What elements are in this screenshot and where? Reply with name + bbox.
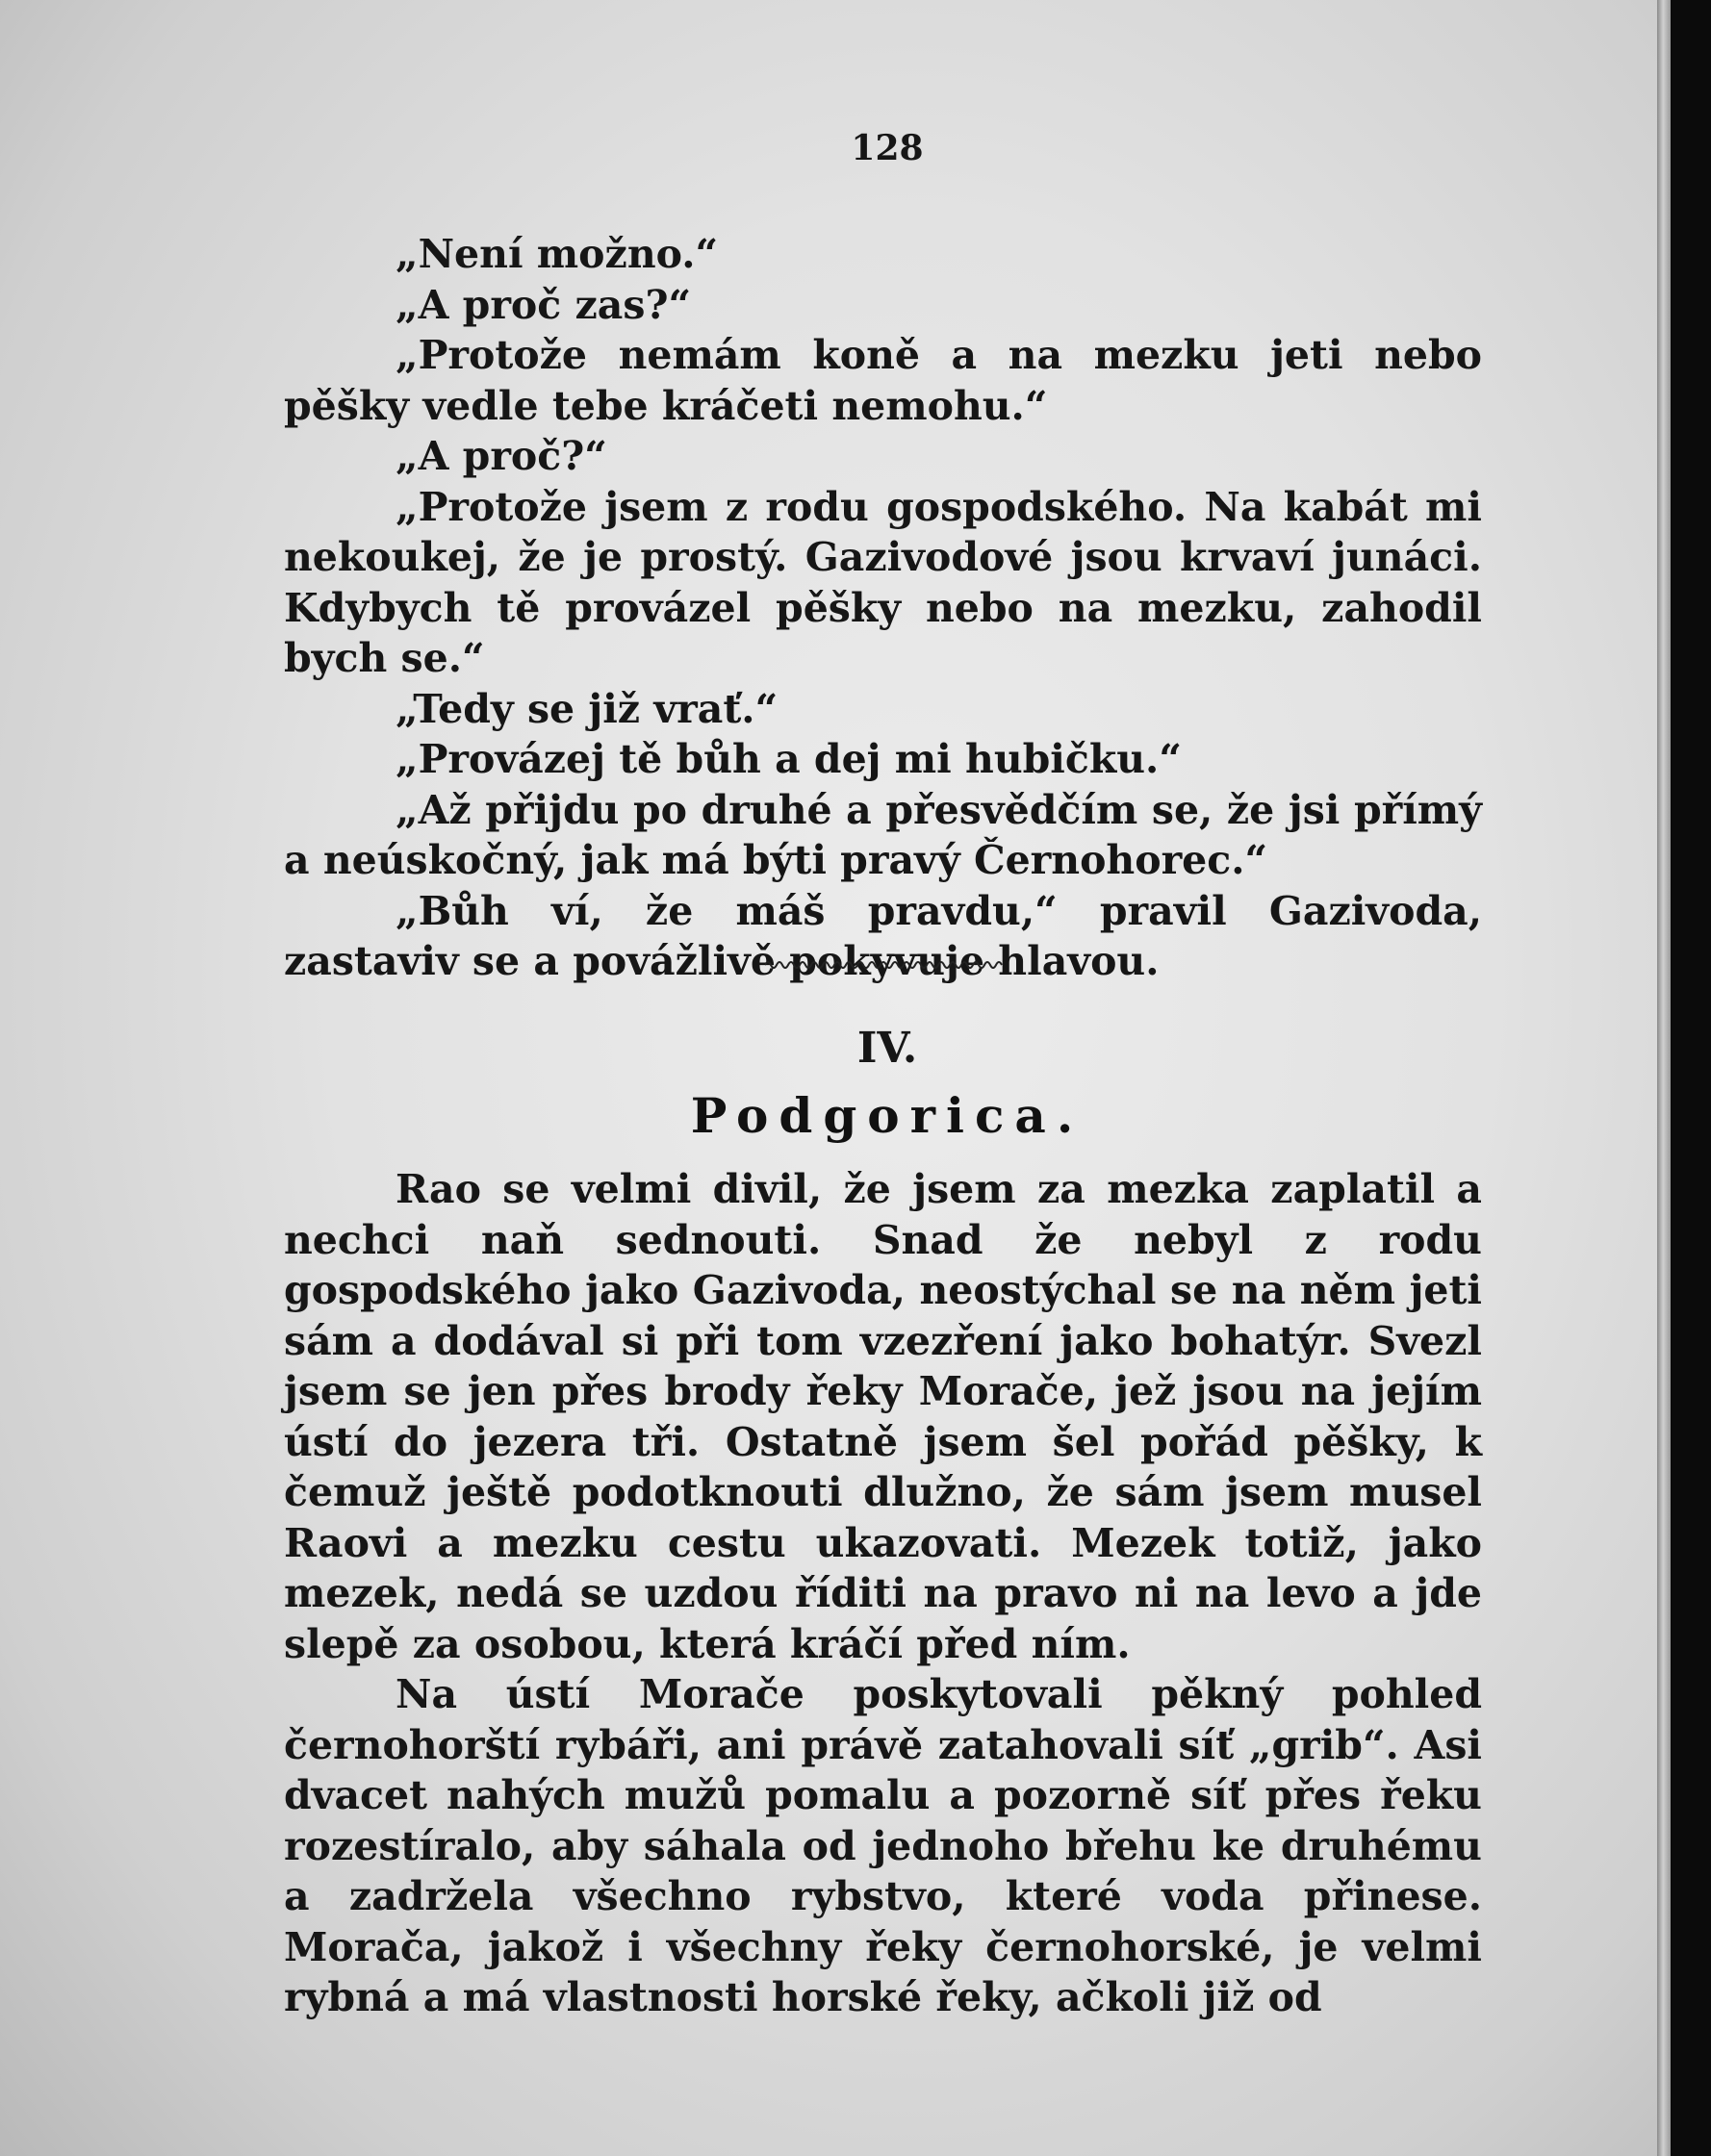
chapter-body [284, 1164, 1482, 2023]
dialogue-line: „Provázej tě bůh a dej mi hubičku.“ [396, 736, 1182, 782]
chapter-title: Podgorica. [690, 1087, 1085, 1144]
dialogue-section [284, 229, 1482, 987]
dialogue-line: „Tedy se již vrať.“ [396, 685, 779, 732]
chapter-number: IV. [856, 1024, 918, 1073]
wavy-divider [765, 958, 1006, 972]
dialogue-line: „Protože jsem z rodu gospodského. Na kabát mi nekoukej, že je prostý. Gazivodové jsou krvaví junáci. Kdybych tě provázel pěšky nebo na mezku, zahodil bych se.“ [284, 483, 1482, 681]
dialogue-line: „A proč?“ [396, 433, 607, 479]
body-paragraph: Na ústí Morače poskytovali pěkný pohled černohorští rybáři, ani právě zatahovali síť „grib“. Asi dvacet nahých mužů pomalu a pozorně síť přes řeku rozestíralo, aby sáhala od jednoho břehu ke druhému a zadržela všechno rybstvo, které voda přinese. Morača, jakož i všechny řeky černohorské, je velmi rybná a má vlastnosti horské řeky, ačkoli již od [284, 1671, 1482, 2020]
page-number: 128 [851, 128, 924, 168]
page-edge [1657, 0, 1671, 2156]
body-paragraph: Rao se velmi divil, že jsem za mezka zaplatil a nechci naň sednouti. Snad že nebyl z rodu gospodského jako Gazivoda, neostýchal se na něm jeti sám a dodával si při tom vzezření jako bohatýr. Svezl jsem se jen přes brody řeky Morače, jež jsou na jejím ústí do jezera tři. Ostatně jsem šel pořád pěšky, k čemuž ještě podotknouti dlužno, že sám jsem musel Raovi a mezku cestu ukazovati. Mezek totiž, jako mezek, nedá se uzdou říditi na pravo ni na levo a jde slepě za osobou, která kráčí před ním. [284, 1166, 1482, 1667]
dialogue-line: „Protože nemám koně a na mezku jeti nebo pěšky vedle tebe kráčeti nemohu.“ [284, 332, 1482, 429]
dialogue-line: „Bůh ví, že máš pravdu,“ pravil Gazivoda, zastaviv se a povážlivě pokyvuje hlavou. [284, 887, 1482, 984]
dialogue-line: „Není možno.“ [396, 231, 719, 277]
dialogue-line: „A proč zas?“ [396, 281, 692, 328]
dialogue-line: „Až přijdu po druhé a přesvědčím se, že jsi přímý a neúskočný, jak má býti pravý Černohorec.“ [284, 786, 1482, 883]
